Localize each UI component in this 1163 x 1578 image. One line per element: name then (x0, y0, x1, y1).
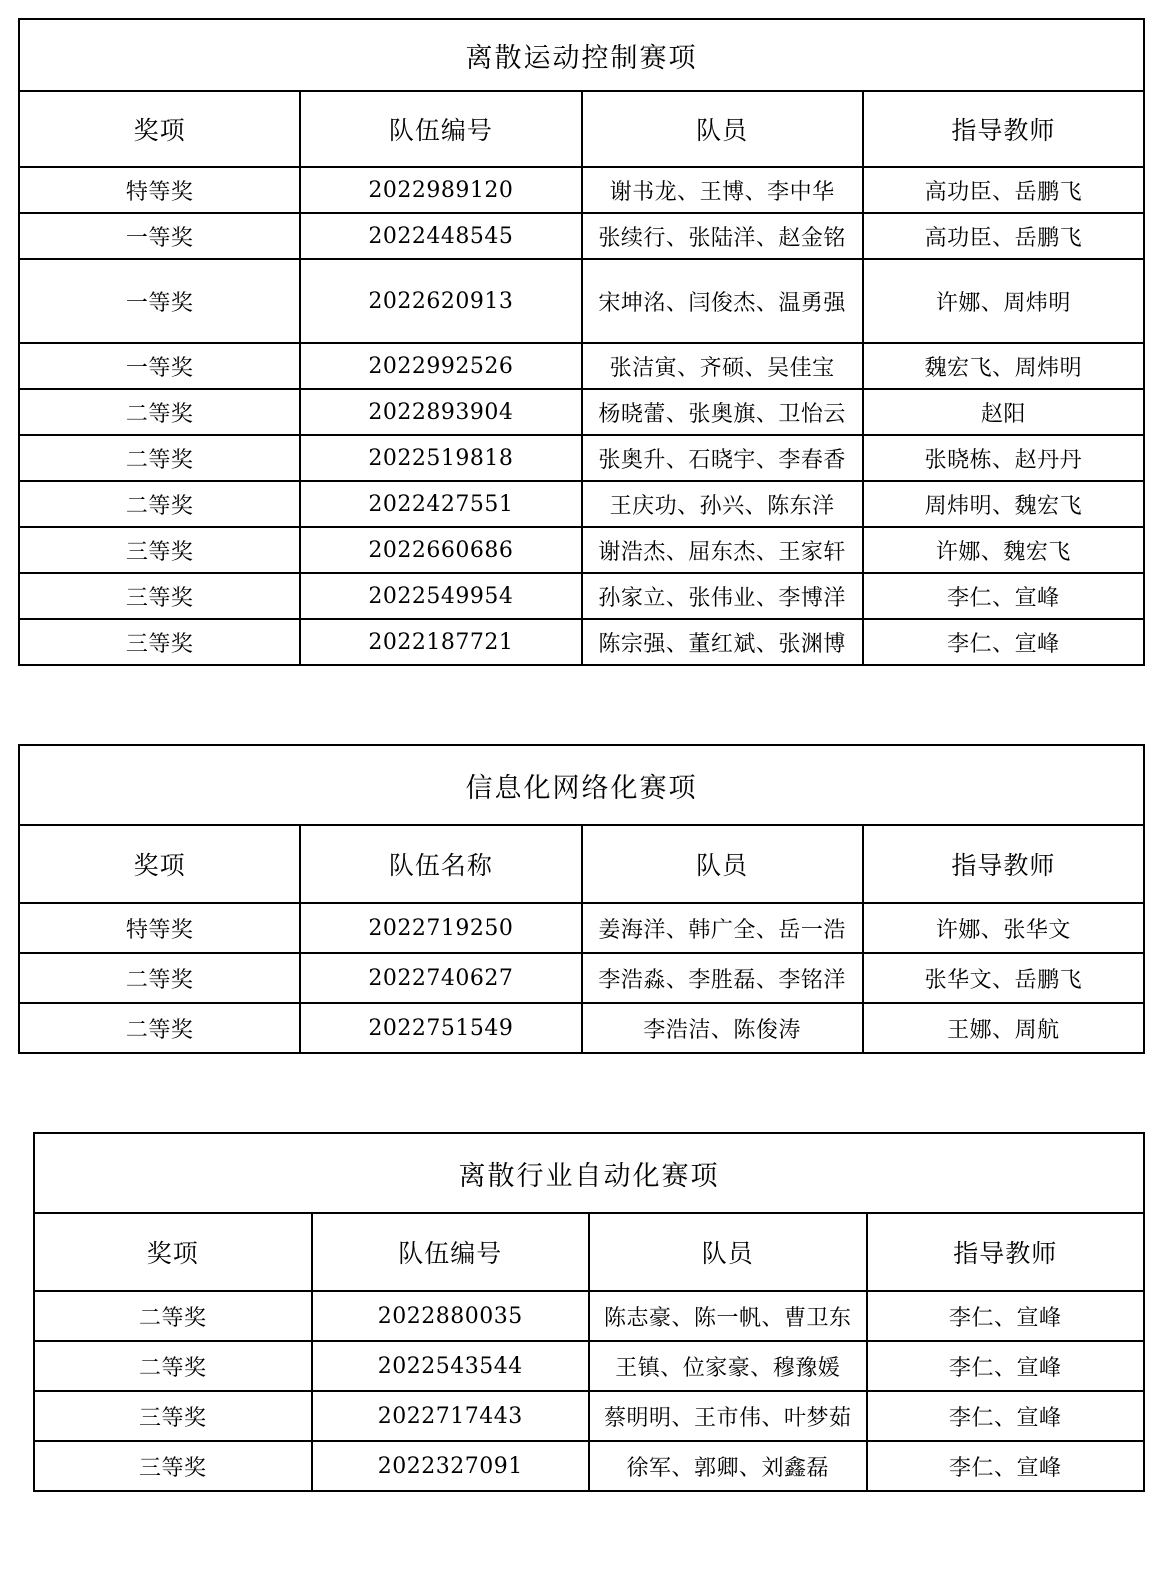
cell-award: 三等奖 (19, 573, 300, 619)
table-row (19, 435, 1144, 481)
column-header-teacher: 指导教师 (863, 91, 1144, 167)
award-table-block-3 (0, 1132, 1163, 1492)
cell-team: 2022880035 (312, 1291, 590, 1341)
table-row (19, 1003, 1144, 1053)
cell-members: 王庆功、孙兴、陈东洋 (582, 481, 863, 527)
cell-award: 二等奖 (19, 953, 300, 1003)
table-title-row (19, 19, 1144, 91)
cell-award: 二等奖 (34, 1291, 312, 1341)
table-row (19, 527, 1144, 573)
cell-members: 张奥升、石晓宇、李春香 (582, 435, 863, 481)
column-header-award: 奖项 (19, 825, 300, 903)
cell-members: 李浩洁、陈俊涛 (582, 1003, 863, 1053)
table-title-row (34, 1133, 1144, 1213)
cell-members: 张洁寅、齐硕、吴佳宝 (582, 343, 863, 389)
cell-teacher: 李仁、宣峰 (867, 1341, 1145, 1391)
cell-members: 孙家立、张伟业、李博洋 (582, 573, 863, 619)
cell-team: 2022740627 (300, 953, 581, 1003)
table-header-row (19, 91, 1144, 167)
award-table-discrete-motion-control (18, 18, 1145, 666)
cell-award: 二等奖 (19, 435, 300, 481)
cell-team: 2022187721 (300, 619, 581, 665)
cell-team: 2022719250 (300, 903, 581, 953)
cell-teacher: 张晓栋、赵丹丹 (863, 435, 1144, 481)
column-header-award: 奖项 (34, 1213, 312, 1291)
section-spacer (0, 1054, 1163, 1132)
cell-team: 2022717443 (312, 1391, 590, 1441)
column-header-members: 队员 (582, 825, 863, 903)
table-row (19, 167, 1144, 213)
cell-members: 谢书龙、王博、李中华 (582, 167, 863, 213)
column-header-members: 队员 (582, 91, 863, 167)
table-title: 离散行业自动化赛项 (34, 1133, 1144, 1213)
cell-teacher: 王娜、周航 (863, 1003, 1144, 1053)
column-header-team: 队伍编号 (300, 91, 581, 167)
cell-members: 王镇、位家豪、穆豫媛 (589, 1341, 867, 1391)
cell-team: 2022893904 (300, 389, 581, 435)
cell-teacher: 高功臣、岳鹏飞 (863, 213, 1144, 259)
cell-team: 2022992526 (300, 343, 581, 389)
cell-members: 宋坤洺、闫俊杰、温勇强 (582, 259, 863, 343)
cell-award: 三等奖 (19, 527, 300, 573)
table-row (19, 343, 1144, 389)
cell-award: 一等奖 (19, 259, 300, 343)
table-row (19, 389, 1144, 435)
cell-team: 2022751549 (300, 1003, 581, 1053)
table-row (19, 953, 1144, 1003)
award-table-block-2 (0, 744, 1163, 1054)
table-row (34, 1391, 1144, 1441)
cell-members: 徐军、郭卿、刘鑫磊 (589, 1441, 867, 1491)
cell-award: 三等奖 (34, 1391, 312, 1441)
cell-teacher: 许娜、张华文 (863, 903, 1144, 953)
section-spacer (0, 666, 1163, 744)
cell-members: 陈志豪、陈一帆、曹卫东 (589, 1291, 867, 1341)
table-body (19, 19, 1144, 665)
table-row (19, 573, 1144, 619)
cell-award: 二等奖 (19, 389, 300, 435)
table-row (34, 1441, 1144, 1491)
cell-teacher: 魏宏飞、周炜明 (863, 343, 1144, 389)
table-row (19, 619, 1144, 665)
table-title: 信息化网络化赛项 (19, 745, 1144, 825)
cell-team: 2022519818 (300, 435, 581, 481)
cell-teacher: 高功臣、岳鹏飞 (863, 167, 1144, 213)
cell-award: 二等奖 (19, 481, 300, 527)
cell-members: 杨晓蕾、张奥旗、卫怡云 (582, 389, 863, 435)
cell-teacher: 赵阳 (863, 389, 1144, 435)
cell-members: 蔡明明、王市伟、叶梦茹 (589, 1391, 867, 1441)
cell-award: 二等奖 (34, 1341, 312, 1391)
cell-teacher: 许娜、魏宏飞 (863, 527, 1144, 573)
cell-teacher: 张华文、岳鹏飞 (863, 953, 1144, 1003)
cell-team: 2022543544 (312, 1341, 590, 1391)
cell-award: 二等奖 (19, 1003, 300, 1053)
table-title-row (19, 745, 1144, 825)
column-header-award: 奖项 (19, 91, 300, 167)
column-header-teacher: 指导教师 (867, 1213, 1145, 1291)
cell-teacher: 李仁、宣峰 (867, 1391, 1145, 1441)
cell-members: 李浩淼、李胜磊、李铭洋 (582, 953, 863, 1003)
table-row (19, 213, 1144, 259)
table-title: 离散运动控制赛项 (19, 19, 1144, 91)
cell-award: 三等奖 (19, 619, 300, 665)
cell-teacher: 李仁、宣峰 (863, 619, 1144, 665)
cell-award: 特等奖 (19, 903, 300, 953)
cell-teacher: 周炜明、魏宏飞 (863, 481, 1144, 527)
cell-team: 2022660686 (300, 527, 581, 573)
award-table-block-1 (0, 18, 1163, 666)
cell-team: 2022620913 (300, 259, 581, 343)
table-row (19, 903, 1144, 953)
award-table-discrete-industry-automation (33, 1132, 1145, 1492)
table-row (34, 1341, 1144, 1391)
cell-award: 特等奖 (19, 167, 300, 213)
table-header-row (19, 825, 1144, 903)
cell-team: 2022549954 (300, 573, 581, 619)
cell-members: 张续行、张陆洋、赵金铭 (582, 213, 863, 259)
cell-team: 2022989120 (300, 167, 581, 213)
cell-award: 三等奖 (34, 1441, 312, 1491)
cell-teacher: 许娜、周炜明 (863, 259, 1144, 343)
table-row (19, 481, 1144, 527)
column-header-members: 队员 (589, 1213, 867, 1291)
table-body (19, 745, 1144, 1053)
table-row (34, 1291, 1144, 1341)
cell-award: 一等奖 (19, 213, 300, 259)
cell-teacher: 李仁、宣峰 (867, 1441, 1145, 1491)
cell-teacher: 李仁、宣峰 (867, 1291, 1145, 1341)
cell-award: 一等奖 (19, 343, 300, 389)
cell-team: 2022427551 (300, 481, 581, 527)
table-body (34, 1133, 1144, 1491)
cell-team: 2022448545 (300, 213, 581, 259)
cell-members: 陈宗强、董红斌、张渊博 (582, 619, 863, 665)
cell-teacher: 李仁、宣峰 (863, 573, 1144, 619)
column-header-team: 队伍名称 (300, 825, 581, 903)
table-row (19, 259, 1144, 343)
column-header-team: 队伍编号 (312, 1213, 590, 1291)
cell-members: 谢浩杰、屈东杰、王家轩 (582, 527, 863, 573)
cell-team: 2022327091 (312, 1441, 590, 1491)
table-header-row (34, 1213, 1144, 1291)
award-table-informatization-networking (18, 744, 1145, 1054)
column-header-teacher: 指导教师 (863, 825, 1144, 903)
cell-members: 姜海洋、韩广全、岳一浩 (582, 903, 863, 953)
